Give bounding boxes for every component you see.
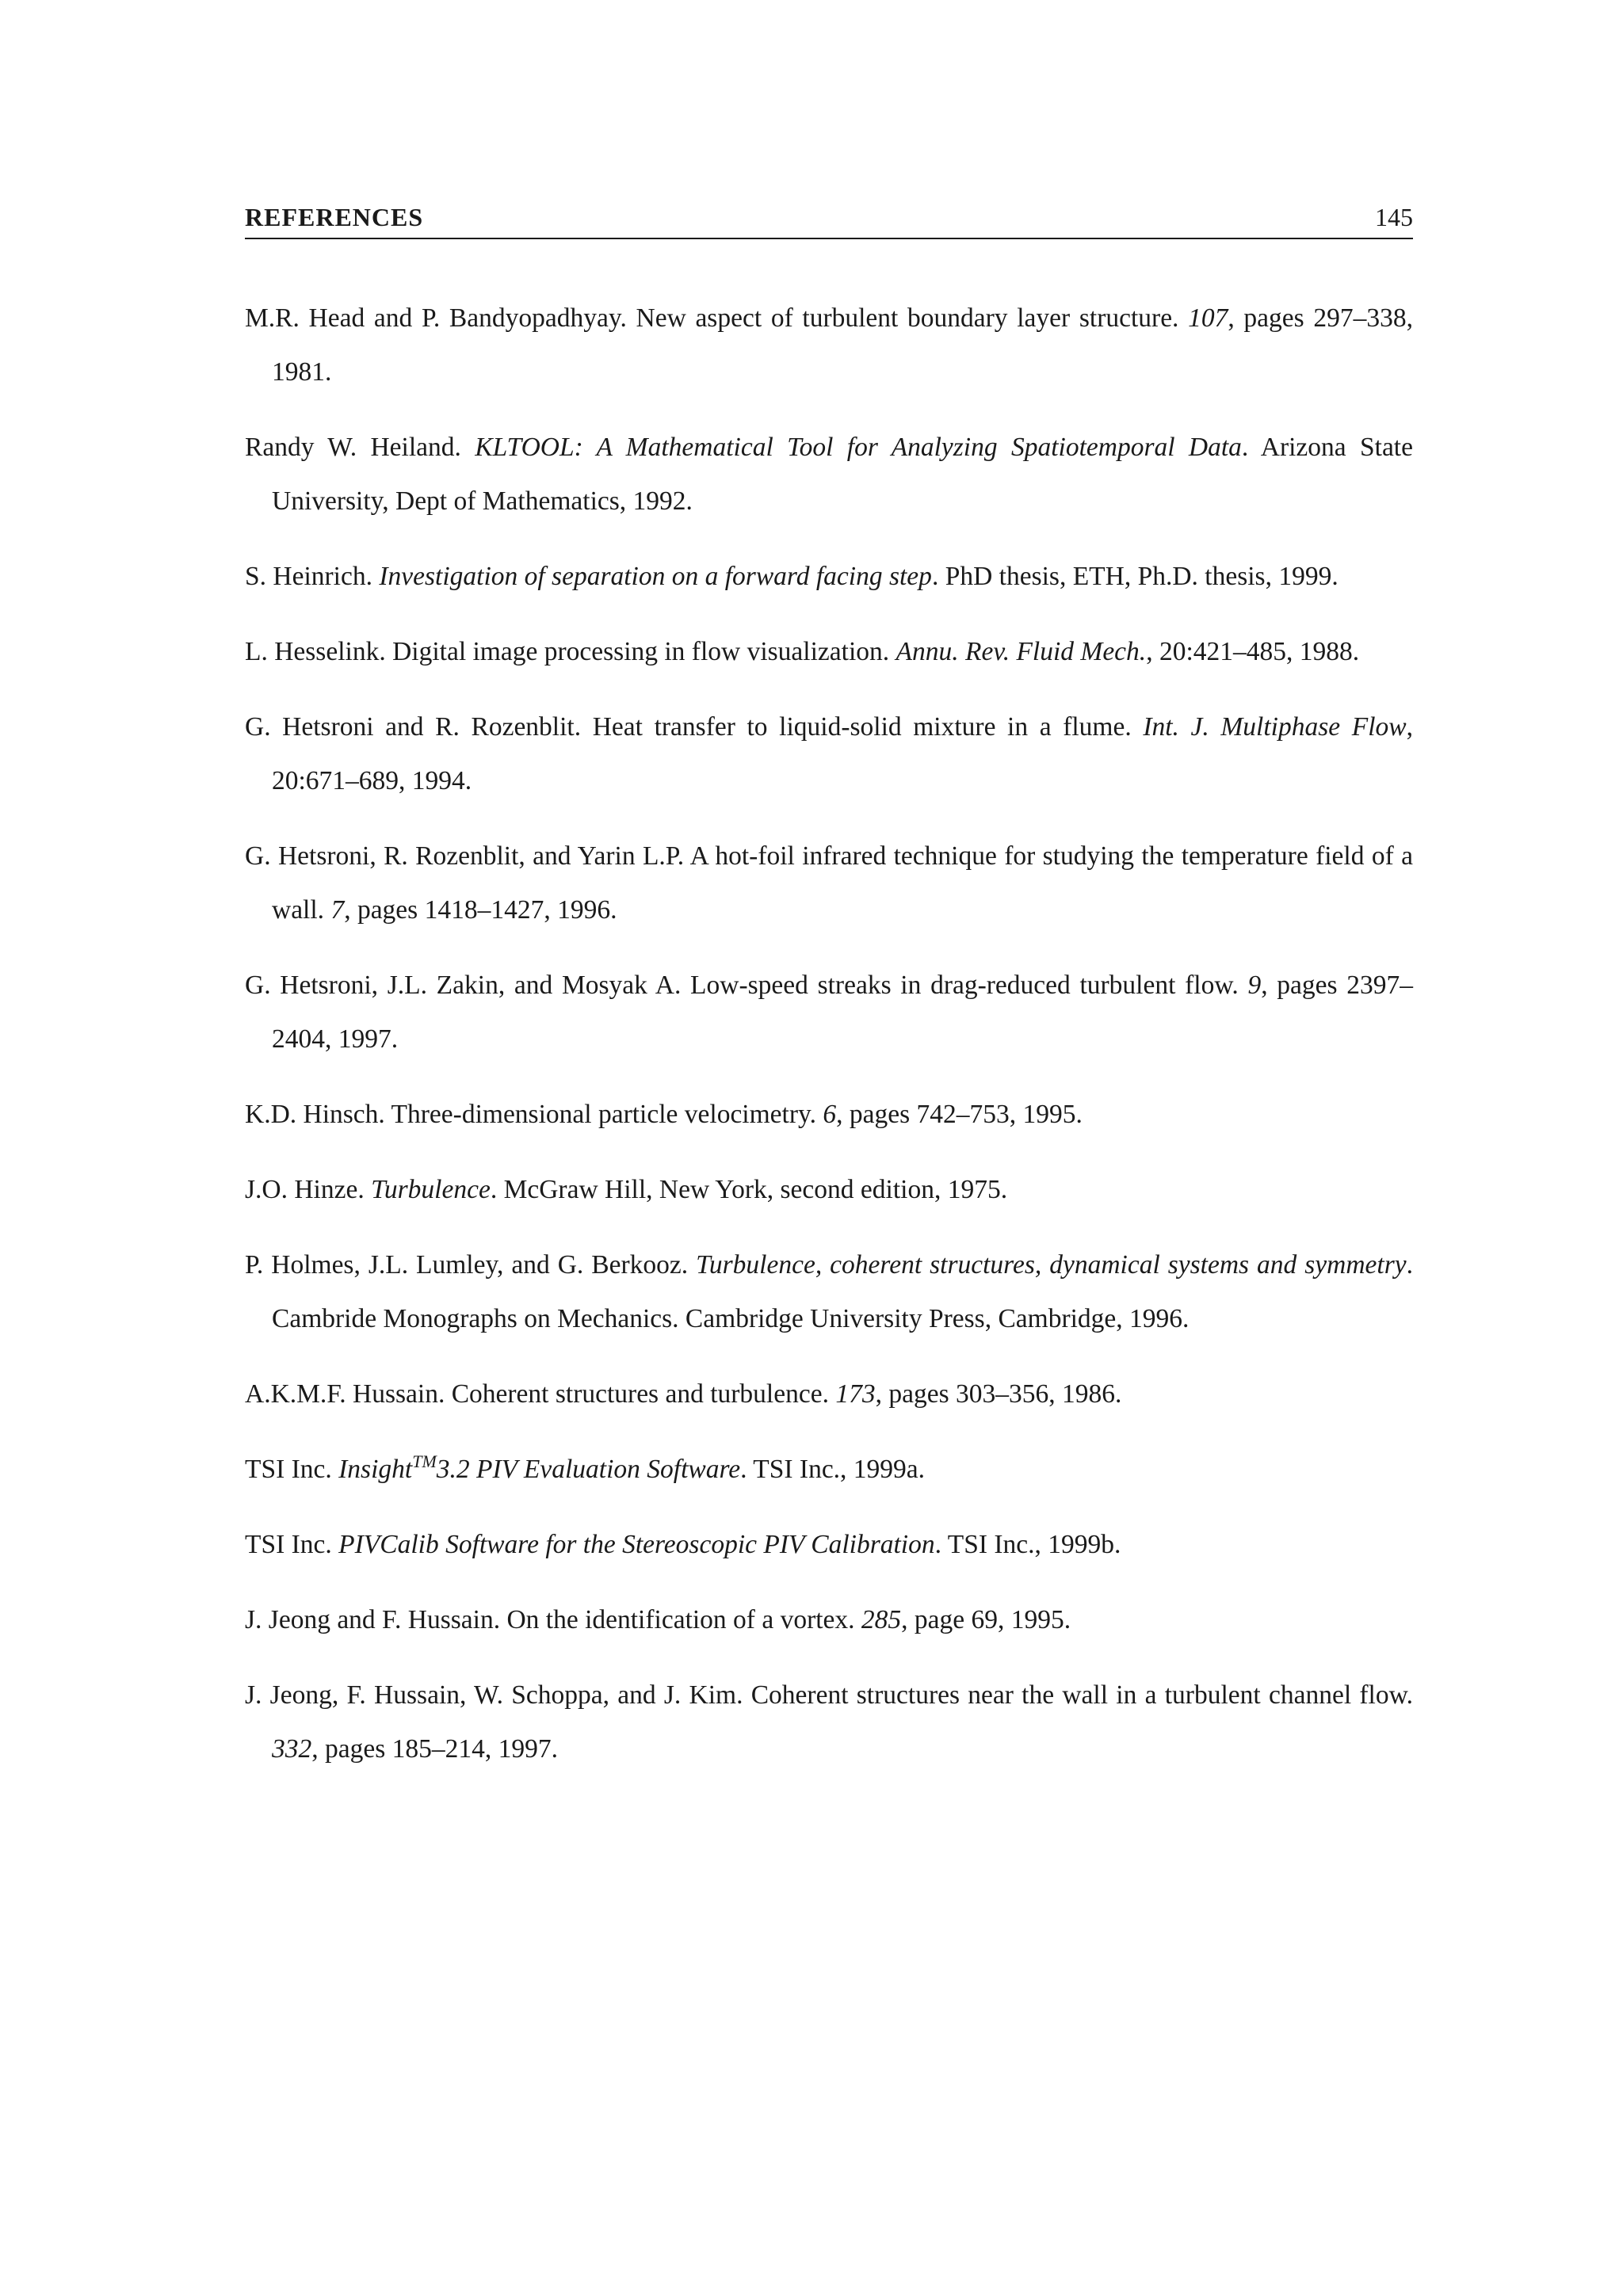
reference-entry-head: M.R. Head and P. Bandyopadhyay. New aspect of turbulent boundary layer structure. 107, pages 297–338, 1981. (245, 303, 1414, 387)
reference-entry-hetsroni-1997: G. Hetsroni, J.L. Zakin, and Mosyak A. Low-speed streaks in drag-reduced turbulent flow. 9, pages 2397–2404, 1997. (245, 971, 1413, 1054)
reference-entry-hetsroni-1994: G. Hetsroni and R. Rozenblit. Heat transfer to liquid-solid mixture in a flume. Int. J. Multiphase Flow, 20:671–689, 1994. (245, 712, 1413, 795)
section-title: REFERENCES (245, 203, 424, 231)
reference-list (245, 292, 1413, 1798)
trademark-superscript: TM (412, 1451, 437, 1471)
reference-entry-hetsroni-1996: G. Hetsroni, R. Rozenblit, and Yarin L.P. A hot-foil infrared technique for studying the temperature field of a wall. 7, pages 1418–1427, 1996. (245, 841, 1413, 925)
reference-entry-holmes: P. Holmes, J.L. Lumley, and G. Berkooz. Turbulence, coherent structures, dynamical systems and symmetry. Cambride Monographs on Mechanics. Cambridge University Press, Cambridge, 1996. (245, 1250, 1414, 1333)
reference-entry-tsi-pivcalib: TSI Inc. PIVCalib Software for the Stereoscopic PIV Calibration. TSI Inc., 1999b. (245, 1530, 1121, 1559)
reference-entry-jeong-1997: J. Jeong, F. Hussain, W. Schoppa, and J. Kim. Coherent structures near the wall in a turbulent channel flow. 332, pages 185–214, 1997. (245, 1680, 1413, 1764)
page-number: 145 (1375, 203, 1413, 231)
reference-entry-hussain: A.K.M.F. Hussain. Coherent structures and turbulence. 173, pages 303–356, 1986. (245, 1379, 1122, 1409)
reference-entry-jeong-1995: J. Jeong and F. Hussain. On the identification of a vortex. 285, page 69, 1995. (245, 1605, 1071, 1634)
running-header (245, 201, 1413, 239)
reference-entry-hinze: J.O. Hinze. Turbulence. McGraw Hill, New York, second edition, 1975. (245, 1175, 1008, 1204)
reference-entry-heinrich: S. Heinrich. Investigation of separation on a forward facing step. PhD thesis, ETH, Ph.D. thesis, 1999. (245, 562, 1338, 591)
reference-entry-tsi-insight: TSI Inc. Insight™3.2 PIV Evaluation Software. TSI Inc., 1999a. (245, 1451, 926, 1484)
reference-entry-heiland: Randy W. Heiland. KLTOOL: A Mathematical Tool for Analyzing Spatiotemporal Data. Arizona State University, Dept of Mathematics, 1992. (245, 433, 1413, 516)
reference-entry-hesselink: L. Hesselink. Digital image processing in flow visualization. Annu. Rev. Fluid Mech., 20:421–485, 1988. (245, 637, 1360, 666)
reference-entry-hinsch: K.D. Hinsch. Three-dimensional particle velocimetry. 6, pages 742–753, 1995. (245, 1100, 1083, 1129)
